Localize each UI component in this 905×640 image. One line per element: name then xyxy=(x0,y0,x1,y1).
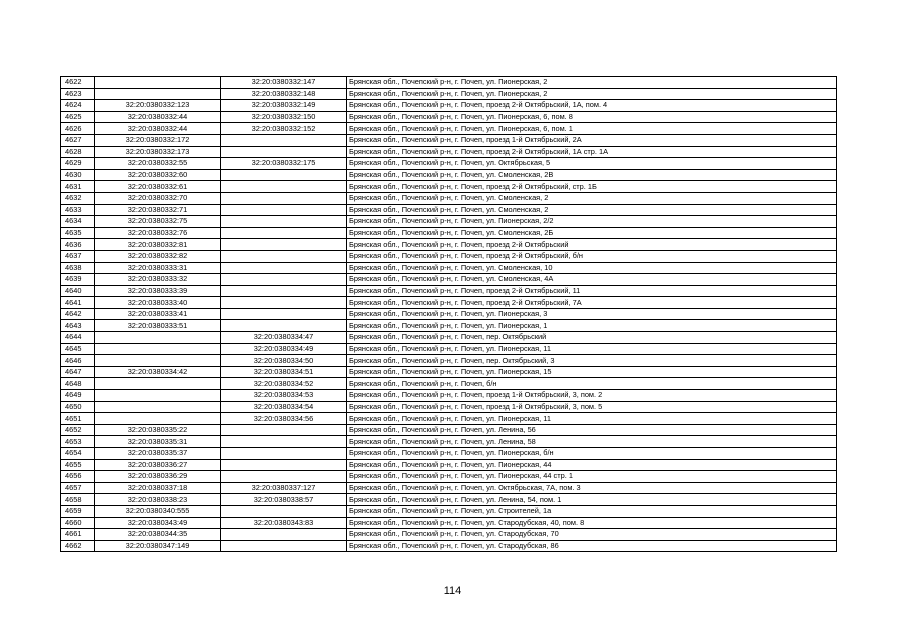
land-cadastral-number-cell xyxy=(95,390,221,402)
address-cell: Брянская обл., Почепский р-н, г. Почеп, ул. Пионерская, 6, пом. 1 xyxy=(347,123,837,135)
land-cadastral-number-cell: 32:20:0380336:27 xyxy=(95,459,221,471)
row-number-cell: 4627 xyxy=(61,134,95,146)
table-row xyxy=(61,505,837,517)
object-cadastral-number-cell: 32:20:0380334:50 xyxy=(221,355,347,367)
object-cadastral-number-cell xyxy=(221,146,347,158)
address-cell: Брянская обл., Почепский р-н, г. Почеп, проезд 2-й Октябрьский, б/н xyxy=(347,250,837,262)
land-cadastral-number-cell: 32:20:0380332:55 xyxy=(95,158,221,170)
object-cadastral-number-cell xyxy=(221,448,347,460)
land-cadastral-number-cell: 32:20:0380338:23 xyxy=(95,494,221,506)
land-cadastral-number-cell: 32:20:0380344:35 xyxy=(95,529,221,541)
table-row xyxy=(61,482,837,494)
address-cell: Брянская обл., Почепский р-н, г. Почеп, ул. Смоленская, 4А xyxy=(347,274,837,286)
row-number-cell: 4652 xyxy=(61,424,95,436)
land-cadastral-number-cell xyxy=(95,343,221,355)
table-row xyxy=(61,308,837,320)
object-cadastral-number-cell xyxy=(221,297,347,309)
table-row xyxy=(61,355,837,367)
object-cadastral-number-cell: 32:20:0380334:54 xyxy=(221,401,347,413)
table-row xyxy=(61,390,837,402)
land-cadastral-number-cell: 32:20:0380332:61 xyxy=(95,181,221,193)
address-cell: Брянская обл., Почепский р-н, г. Почеп, ул. Смоленская, 2 xyxy=(347,204,837,216)
land-cadastral-number-cell: 32:20:0380333:39 xyxy=(95,285,221,297)
address-cell: Брянская обл., Почепский р-н, г. Почеп, ул. Ленина, 54, пом. 1 xyxy=(347,494,837,506)
land-cadastral-number-cell: 32:20:0380332:70 xyxy=(95,192,221,204)
address-cell: Брянская обл., Почепский р-н, г. Почеп, проезд 2-й Октябрьский, 1А, пом. 4 xyxy=(347,100,837,112)
table-row xyxy=(61,239,837,251)
row-number-cell: 4626 xyxy=(61,123,95,135)
table-row xyxy=(61,111,837,123)
table-row xyxy=(61,529,837,541)
row-number-cell: 4638 xyxy=(61,262,95,274)
object-cadastral-number-cell xyxy=(221,169,347,181)
land-cadastral-number-cell: 32:20:0380334:42 xyxy=(95,366,221,378)
address-cell: Брянская обл., Почепский р-н, г. Почеп, ул. Пионерская, 11 xyxy=(347,413,837,425)
address-cell: Брянская обл., Почепский р-н, г. Почеп, пер. Октябрьский, 3 xyxy=(347,355,837,367)
object-cadastral-number-cell: 32:20:0380334:47 xyxy=(221,332,347,344)
address-cell: Брянская обл., Почепский р-н, г. Почеп, ул. Октябрьская, 5 xyxy=(347,158,837,170)
object-cadastral-number-cell xyxy=(221,320,347,332)
land-cadastral-number-cell: 32:20:0380332:44 xyxy=(95,123,221,135)
land-cadastral-number-cell: 32:20:0380335:31 xyxy=(95,436,221,448)
object-cadastral-number-cell xyxy=(221,471,347,483)
row-number-cell: 4662 xyxy=(61,540,95,552)
land-cadastral-number-cell xyxy=(95,88,221,100)
object-cadastral-number-cell xyxy=(221,529,347,541)
land-cadastral-number-cell xyxy=(95,378,221,390)
address-cell: Брянская обл., Почепский р-н, г. Почеп, проезд 1-й Октябрьский, 2А xyxy=(347,134,837,146)
address-cell: Брянская обл., Почепский р-н, г. Почеп, ул. Пионерская, 3 xyxy=(347,308,837,320)
table-row xyxy=(61,448,837,460)
row-number-cell: 4651 xyxy=(61,413,95,425)
table-row xyxy=(61,274,837,286)
land-cadastral-number-cell: 32:20:0380332:82 xyxy=(95,250,221,262)
address-cell: Брянская обл., Почепский р-н, г. Почеп, ул. Ленина, 56 xyxy=(347,424,837,436)
object-cadastral-number-cell: 32:20:0380332:147 xyxy=(221,77,347,89)
row-number-cell: 4656 xyxy=(61,471,95,483)
table-row xyxy=(61,146,837,158)
land-cadastral-number-cell: 32:20:0380332:60 xyxy=(95,169,221,181)
table-row xyxy=(61,413,837,425)
table-row xyxy=(61,227,837,239)
row-number-cell: 4661 xyxy=(61,529,95,541)
row-number-cell: 4623 xyxy=(61,88,95,100)
table-row xyxy=(61,424,837,436)
land-cadastral-number-cell: 32:20:0380333:51 xyxy=(95,320,221,332)
table-row xyxy=(61,262,837,274)
land-cadastral-number-cell: 32:20:0380332:44 xyxy=(95,111,221,123)
table-row xyxy=(61,77,837,89)
row-number-cell: 4654 xyxy=(61,448,95,460)
object-cadastral-number-cell xyxy=(221,436,347,448)
address-cell: Брянская обл., Почепский р-н, г. Почеп, пер. Октябрьский xyxy=(347,332,837,344)
row-number-cell: 4645 xyxy=(61,343,95,355)
row-number-cell: 4646 xyxy=(61,355,95,367)
address-cell: Брянская обл., Почепский р-н, г. Почеп, ул. Пионерская, 6, пом. 8 xyxy=(347,111,837,123)
address-cell: Брянская обл., Почепский р-н, г. Почеп, ул. Пионерская, 2 xyxy=(347,77,837,89)
table-row xyxy=(61,459,837,471)
table-row xyxy=(61,123,837,135)
address-cell: Брянская обл., Почепский р-н, г. Почеп, проезд 2-й Октябрьский xyxy=(347,239,837,251)
address-cell: Брянская обл., Почепский р-н, г. Почеп, ул. Стародубская, 86 xyxy=(347,540,837,552)
object-cadastral-number-cell: 32:20:0380334:51 xyxy=(221,366,347,378)
address-cell: Брянская обл., Почепский р-н, г. Почеп, ул. Смоленская, 10 xyxy=(347,262,837,274)
table-row xyxy=(61,204,837,216)
row-number-cell: 4655 xyxy=(61,459,95,471)
table-row xyxy=(61,378,837,390)
land-cadastral-number-cell: 32:20:0380340:555 xyxy=(95,505,221,517)
land-cadastral-number-cell: 32:20:0380332:172 xyxy=(95,134,221,146)
land-cadastral-number-cell: 32:20:0380332:173 xyxy=(95,146,221,158)
object-cadastral-number-cell xyxy=(221,181,347,193)
table-row xyxy=(61,540,837,552)
table-row xyxy=(61,517,837,529)
object-cadastral-number-cell xyxy=(221,285,347,297)
row-number-cell: 4630 xyxy=(61,169,95,181)
object-cadastral-number-cell: 32:20:0380332:149 xyxy=(221,100,347,112)
row-number-cell: 4624 xyxy=(61,100,95,112)
row-number-cell: 4658 xyxy=(61,494,95,506)
table-row xyxy=(61,332,837,344)
row-number-cell: 4657 xyxy=(61,482,95,494)
address-cell: Брянская обл., Почепский р-н, г. Почеп, проезд 1-й Октябрьский, 3, пом. 2 xyxy=(347,390,837,402)
address-cell: Брянская обл., Почепский р-н, г. Почеп, ул. Пионерская, 2/2 xyxy=(347,216,837,228)
address-cell: Брянская обл., Почепский р-н, г. Почеп, ул. Пионерская, 11 xyxy=(347,343,837,355)
object-cadastral-number-cell xyxy=(221,540,347,552)
table-row xyxy=(61,436,837,448)
land-cadastral-number-cell: 32:20:0380332:123 xyxy=(95,100,221,112)
row-number-cell: 4648 xyxy=(61,378,95,390)
object-cadastral-number-cell xyxy=(221,308,347,320)
address-cell: Брянская обл., Почепский р-н, г. Почеп, ул. Стародубская, 40, пом. 8 xyxy=(347,517,837,529)
table-row xyxy=(61,192,837,204)
row-number-cell: 4625 xyxy=(61,111,95,123)
address-cell: Брянская обл., Почепский р-н, г. Почеп, проезд 2-й Октябрьский, 1А стр. 1А xyxy=(347,146,837,158)
land-cadastral-number-cell: 32:20:0380333:40 xyxy=(95,297,221,309)
address-cell: Брянская обл., Почепский р-н, г. Почеп, проезд 2-й Октябрьский, стр. 1Б xyxy=(347,181,837,193)
land-cadastral-number-cell: 32:20:0380343:49 xyxy=(95,517,221,529)
table-row xyxy=(61,134,837,146)
land-cadastral-number-cell: 32:20:0380333:31 xyxy=(95,262,221,274)
object-cadastral-number-cell: 32:20:0380334:53 xyxy=(221,390,347,402)
table-row xyxy=(61,297,837,309)
object-cadastral-number-cell xyxy=(221,262,347,274)
row-number-cell: 4622 xyxy=(61,77,95,89)
address-cell: Брянская обл., Почепский р-н, г. Почеп, проезд 2-й Октябрьский, 11 xyxy=(347,285,837,297)
object-cadastral-number-cell xyxy=(221,216,347,228)
address-cell: Брянская обл., Почепский р-н, г. Почеп, ул. Ленина, 58 xyxy=(347,436,837,448)
row-number-cell: 4660 xyxy=(61,517,95,529)
table-body xyxy=(61,77,837,552)
object-cadastral-number-cell xyxy=(221,459,347,471)
land-cadastral-number-cell: 32:20:0380335:37 xyxy=(95,448,221,460)
address-cell: Брянская обл., Почепский р-н, г. Почеп, ул. Смоленская, 2В xyxy=(347,169,837,181)
cadastral-table xyxy=(60,76,837,552)
table-row xyxy=(61,343,837,355)
land-cadastral-number-cell xyxy=(95,355,221,367)
land-cadastral-number-cell xyxy=(95,413,221,425)
address-cell: Брянская обл., Почепский р-н, г. Почеп, ул. Пионерская, б/н xyxy=(347,448,837,460)
object-cadastral-number-cell: 32:20:0380332:152 xyxy=(221,123,347,135)
object-cadastral-number-cell xyxy=(221,250,347,262)
table-row xyxy=(61,366,837,378)
row-number-cell: 4637 xyxy=(61,250,95,262)
land-cadastral-number-cell: 32:20:0380333:32 xyxy=(95,274,221,286)
object-cadastral-number-cell: 32:20:0380338:57 xyxy=(221,494,347,506)
land-cadastral-number-cell: 32:20:0380335:22 xyxy=(95,424,221,436)
object-cadastral-number-cell: 32:20:0380332:148 xyxy=(221,88,347,100)
land-cadastral-number-cell: 32:20:0380337:18 xyxy=(95,482,221,494)
land-cadastral-number-cell: 32:20:0380332:81 xyxy=(95,239,221,251)
address-cell: Брянская обл., Почепский р-н, г. Почеп, ул. Стародубская, 70 xyxy=(347,529,837,541)
address-cell: Брянская обл., Почепский р-н, г. Почеп, ул. Пионерская, 44 стр. 1 xyxy=(347,471,837,483)
row-number-cell: 4631 xyxy=(61,181,95,193)
address-cell: Брянская обл., Почепский р-н, г. Почеп, б/н xyxy=(347,378,837,390)
row-number-cell: 4647 xyxy=(61,366,95,378)
table-row xyxy=(61,494,837,506)
object-cadastral-number-cell xyxy=(221,134,347,146)
table-row xyxy=(61,181,837,193)
land-cadastral-number-cell xyxy=(95,332,221,344)
table-row xyxy=(61,100,837,112)
land-cadastral-number-cell: 32:20:0380336:29 xyxy=(95,471,221,483)
address-cell: Брянская обл., Почепский р-н, г. Почеп, ул. Пионерская, 2 xyxy=(347,88,837,100)
row-number-cell: 4650 xyxy=(61,401,95,413)
row-number-cell: 4639 xyxy=(61,274,95,286)
land-cadastral-number-cell xyxy=(95,401,221,413)
address-cell: Брянская обл., Почепский р-н, г. Почеп, ул. Пионерская, 44 xyxy=(347,459,837,471)
row-number-cell: 4640 xyxy=(61,285,95,297)
object-cadastral-number-cell: 32:20:0380343:83 xyxy=(221,517,347,529)
row-number-cell: 4629 xyxy=(61,158,95,170)
table-row xyxy=(61,169,837,181)
row-number-cell: 4659 xyxy=(61,505,95,517)
object-cadastral-number-cell: 32:20:0380332:175 xyxy=(221,158,347,170)
object-cadastral-number-cell xyxy=(221,192,347,204)
land-cadastral-number-cell: 32:20:0380332:75 xyxy=(95,216,221,228)
address-cell: Брянская обл., Почепский р-н, г. Почеп, ул. Пионерская, 15 xyxy=(347,366,837,378)
row-number-cell: 4643 xyxy=(61,320,95,332)
object-cadastral-number-cell: 32:20:0380334:52 xyxy=(221,378,347,390)
row-number-cell: 4653 xyxy=(61,436,95,448)
land-cadastral-number-cell: 32:20:0380347:149 xyxy=(95,540,221,552)
row-number-cell: 4649 xyxy=(61,390,95,402)
address-cell: Брянская обл., Почепский р-н, г. Почеп, ул. Смоленская, 2 xyxy=(347,192,837,204)
row-number-cell: 4634 xyxy=(61,216,95,228)
object-cadastral-number-cell: 32:20:0380332:150 xyxy=(221,111,347,123)
row-number-cell: 4636 xyxy=(61,239,95,251)
object-cadastral-number-cell xyxy=(221,204,347,216)
table-row xyxy=(61,88,837,100)
object-cadastral-number-cell xyxy=(221,424,347,436)
row-number-cell: 4644 xyxy=(61,332,95,344)
table-row xyxy=(61,158,837,170)
object-cadastral-number-cell: 32:20:0380334:49 xyxy=(221,343,347,355)
object-cadastral-number-cell xyxy=(221,227,347,239)
object-cadastral-number-cell: 32:20:0380337:127 xyxy=(221,482,347,494)
table-row xyxy=(61,320,837,332)
row-number-cell: 4628 xyxy=(61,146,95,158)
row-number-cell: 4641 xyxy=(61,297,95,309)
address-cell: Брянская обл., Почепский р-н, г. Почеп, проезд 2-й Октябрьский, 7А xyxy=(347,297,837,309)
object-cadastral-number-cell xyxy=(221,274,347,286)
row-number-cell: 4642 xyxy=(61,308,95,320)
row-number-cell: 4635 xyxy=(61,227,95,239)
land-cadastral-number-cell: 32:20:0380332:71 xyxy=(95,204,221,216)
object-cadastral-number-cell: 32:20:0380334:56 xyxy=(221,413,347,425)
table-row xyxy=(61,216,837,228)
land-cadastral-number-cell: 32:20:0380332:76 xyxy=(95,227,221,239)
table-row xyxy=(61,401,837,413)
land-cadastral-number-cell xyxy=(95,77,221,89)
object-cadastral-number-cell xyxy=(221,505,347,517)
address-cell: Брянская обл., Почепский р-н, г. Почеп, ул. Строителей, 1а xyxy=(347,505,837,517)
address-cell: Брянская обл., Почепский р-н, г. Почеп, проезд 1-й Октябрьский, 3, пом. 5 xyxy=(347,401,837,413)
address-cell: Брянская обл., Почепский р-н, г. Почеп, ул. Пионерская, 1 xyxy=(347,320,837,332)
page-number: 114 xyxy=(443,585,462,597)
row-number-cell: 4633 xyxy=(61,204,95,216)
table-row xyxy=(61,250,837,262)
table-row xyxy=(61,471,837,483)
row-number-cell: 4632 xyxy=(61,192,95,204)
table-row xyxy=(61,285,837,297)
address-cell: Брянская обл., Почепский р-н, г. Почеп, ул. Смоленская, 2Б xyxy=(347,227,837,239)
land-cadastral-number-cell: 32:20:0380333:41 xyxy=(95,308,221,320)
object-cadastral-number-cell xyxy=(221,239,347,251)
address-cell: Брянская обл., Почепский р-н, г. Почеп, ул. Октябрьская, 7А, пом. 3 xyxy=(347,482,837,494)
